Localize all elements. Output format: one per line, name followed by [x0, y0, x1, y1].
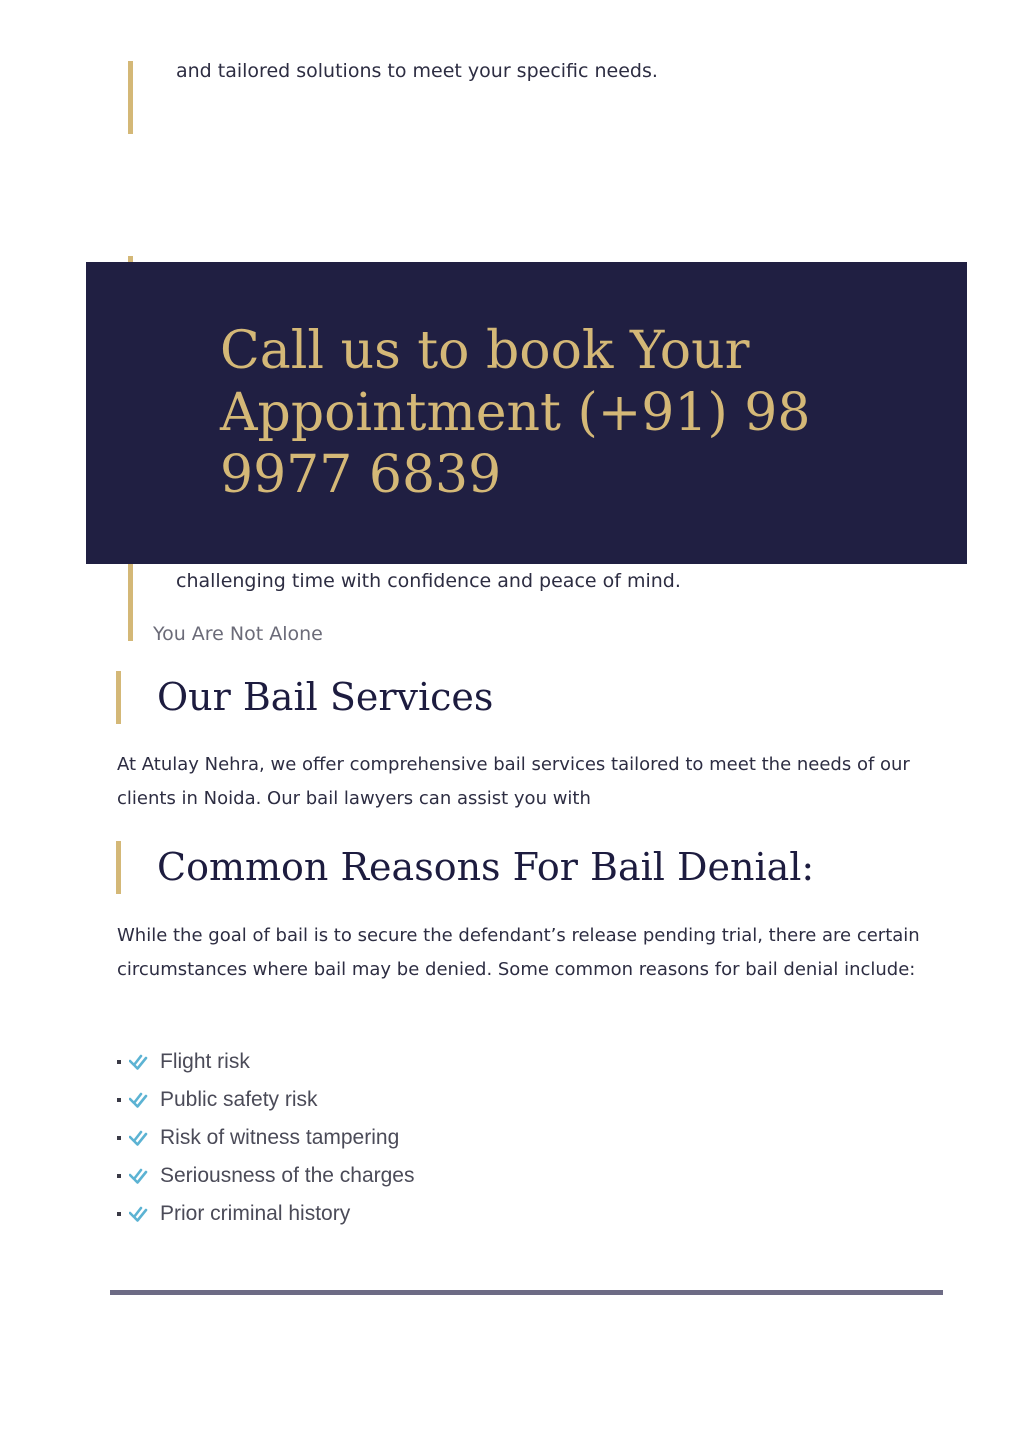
call-to-action-banner: [86, 262, 967, 564]
intro-text-below-banner: challenging time with confidence and peace of mind.: [176, 570, 681, 592]
call-to-action-text: Call us to book Your Appointment (+91) 98 9977 6839: [220, 321, 811, 505]
list-item-label: Flight risk: [160, 1050, 250, 1073]
list-item: [117, 1081, 414, 1119]
bullet-dot: [117, 1136, 121, 1140]
section-divider: [110, 1290, 943, 1295]
list-item-label: Risk of witness tampering: [160, 1126, 400, 1149]
bail-denial-reasons-list: [117, 1043, 414, 1233]
bullet-dot: [117, 1212, 121, 1216]
double-check-icon: [129, 1054, 148, 1071]
list-item-label: Seriousness of the charges: [160, 1164, 415, 1187]
bail-denial-paragraph: While the goal of bail is to secure the defendant’s release pending trial, there are certain circumstances where bail may be denied. Some common reasons for bail denial include:: [117, 925, 920, 980]
double-check-icon: [129, 1092, 148, 1109]
list-item: [117, 1195, 414, 1233]
our-bail-services-heading: Our Bail Services: [157, 675, 494, 719]
bullet-dot: [117, 1174, 121, 1178]
list-item-label: Public safety risk: [160, 1088, 318, 1111]
double-check-icon: [129, 1206, 148, 1223]
quote-accent-bar-top: [128, 61, 133, 134]
you-are-not-alone-subheading: You Are Not Alone: [153, 623, 323, 645]
double-check-icon: [129, 1130, 148, 1147]
bail-denial-heading: Common Reasons For Bail Denial:: [157, 845, 815, 889]
list-item-label: Prior criminal history: [160, 1202, 351, 1225]
intro-text-top: and tailored solutions to meet your specific needs.: [176, 60, 658, 82]
list-item: [117, 1043, 414, 1081]
list-item: [117, 1157, 414, 1195]
bullet-dot: [117, 1060, 121, 1064]
bail-services-paragraph: At Atulay Nehra, we offer comprehensive bail services tailored to meet the needs of our clients in Noida. Our bail lawyers can assist you with: [117, 754, 910, 809]
list-item: [117, 1119, 414, 1157]
bullet-dot: [117, 1098, 121, 1102]
double-check-icon: [129, 1168, 148, 1185]
heading-accent-bar-denial: [116, 841, 121, 894]
heading-accent-bar-services: [116, 671, 121, 724]
